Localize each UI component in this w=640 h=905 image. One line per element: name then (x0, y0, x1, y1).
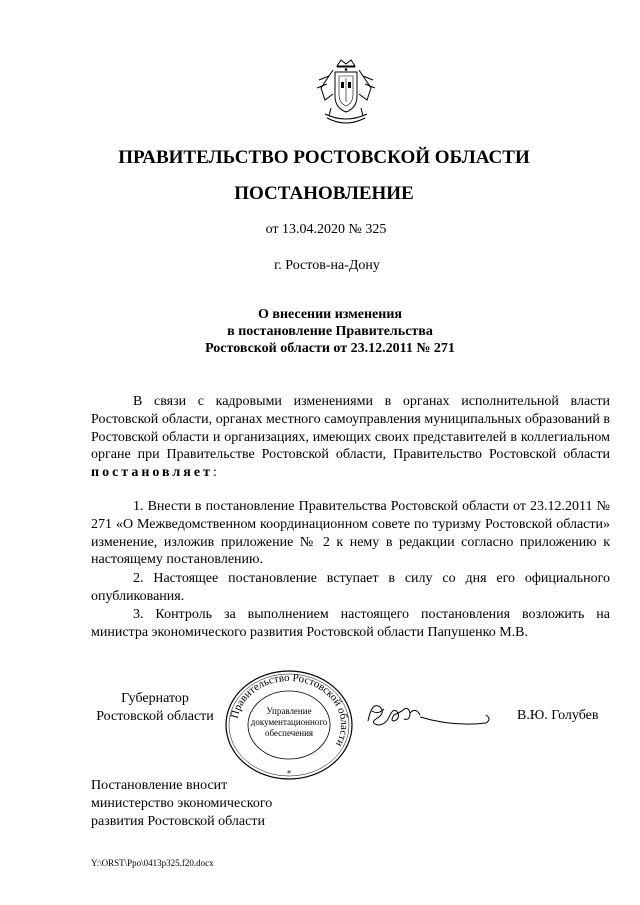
stamp-inner-line: Управление (266, 706, 312, 716)
intro-end: : (212, 465, 217, 481)
stamp-ring-text: Правительство Ростовской области (228, 671, 351, 749)
file-path: Y:\ORST\Ppo\0413p325.f20.docx (91, 858, 214, 868)
submitter-note (91, 777, 272, 831)
rostov-oblast-coat-of-arms-icon (315, 58, 377, 130)
signatory-role-line: Ростовской области (96, 709, 214, 724)
document-type: ПОСТАНОВЛЕНИЕ (234, 183, 414, 204)
official-stamp (223, 668, 355, 782)
signatory-name: В.Ю. Голубев (517, 708, 599, 723)
signatory-role-line: Губернатор (121, 691, 189, 706)
document-subject (180, 306, 480, 357)
submitter-note-line: развития Ростовской области (91, 814, 265, 829)
subject-line: О внесении изменения (258, 307, 402, 322)
intro-paragraph (91, 393, 610, 482)
submitter-note-line: Постановление вносит (91, 778, 228, 793)
handwritten-signature (364, 697, 494, 731)
clause-3: 3. Контроль за выполнением настоящего постановления возложить на министра экономического развития Ростовской области Папушенко М.В. (91, 607, 610, 640)
stamp-inner-line: документационного (250, 717, 328, 727)
stamp-inner-line: обеспечения (264, 728, 314, 738)
clause-2: 2. Настоящее постановление вступает в силу со дня его официального опубликования. (91, 571, 610, 604)
intro-text: В связи с кадровыми изменениями в органах исполнительной власти Ростовской области, органах местного самоуправления муниципальных образований в Ростовской области и организациях, имеющих своих представителей в коллегиальном органе при Правительстве Ростовской области, Правительство Ростовской области (91, 394, 610, 463)
government-title: ПРАВИТЕЛЬСТВО РОСТОВСКОЙ ОБЛАСТИ (118, 147, 530, 168)
document-city: г. Ростов-на-Дону (274, 258, 380, 273)
subject-line: в постановление Правительства (227, 324, 433, 339)
resolution-keyword: постановляет (91, 465, 213, 481)
document-date-number: от 13.04.2020 № 325 (265, 222, 387, 237)
submitter-note-line: министерство экономического (91, 796, 273, 811)
signatory-role (91, 690, 219, 726)
subject-line: Ростовской области от 23.12.2011 № 271 (205, 341, 455, 356)
stamp-star-icon: * (287, 769, 291, 778)
clause-1: 1. Внести в постановление Правительства Ростовской области от 23.12.2011 № 271 «О Межведомственном координационном совете по туризму Ростовской области» изменение, изложив приложение № 2 к нему в редакции согласно приложению к настоящему постановлению. (91, 499, 610, 568)
